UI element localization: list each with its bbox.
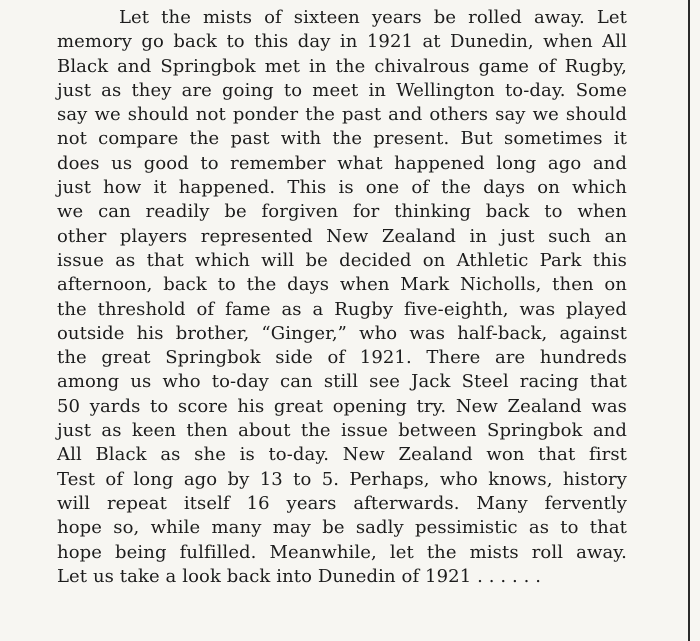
article-line: memory go back to this day in 1921 at Dunedin, when All [57,31,627,53]
article-line: among us who to-day can still see Jack Steel racing that [57,371,627,393]
article-line: hope being fulfilled. Meanwhile, let the mists roll away. [57,541,627,563]
article-line: just as keen then about the issue between Springbok and [57,420,627,442]
article-body [57,6,627,589]
article-line: Let the mists of sixteen years be rolled away. Let [119,7,627,28]
article-line: will repeat itself 16 years afterwards. Many fervently [57,492,627,514]
article-line: outside his brother, “Ginger,” who was half-back, against [57,322,627,344]
article-line: the great Springbok side of 1921. There are hundreds [57,347,627,369]
column-rule [688,0,690,641]
article-line: just how it happened. This is one of the days on which [57,177,627,199]
article-line: we can readily be forgiven for thinking back to when [57,201,627,223]
article-line: just as they are going to meet in Wellington to-day. Some [57,79,627,101]
article-line: say we should not ponder the past and others say we should [57,104,627,126]
article-line: hope so, while many may be sadly pessimistic as to that [57,517,627,539]
article-line: afternoon, back to the days when Mark Nicholls, then on [57,274,627,296]
article-line: All Black as she is to-day. New Zealand won that first [57,444,627,466]
article-line: Test of long ago by 13 to 5. Perhaps, who knows, history [57,468,627,490]
article-line: Let us take a look back into Dunedin of 1921 . . . . . . [57,565,542,587]
article-line: does us good to remember what happened long ago and [57,152,627,174]
article-line: Black and Springbok met in the chivalrous game of Rugby, [57,55,627,77]
article-line: the threshold of fame as a Rugby five-eighth, was played [57,298,627,320]
article-line: not compare the past with the present. But sometimes it [57,128,627,150]
article-line: other players represented New Zealand in just such an [57,225,627,247]
article-line: issue as that which will be decided on Athletic Park this [57,249,627,271]
article-line: 50 yards to score his great opening try. New Zealand was [57,395,627,417]
